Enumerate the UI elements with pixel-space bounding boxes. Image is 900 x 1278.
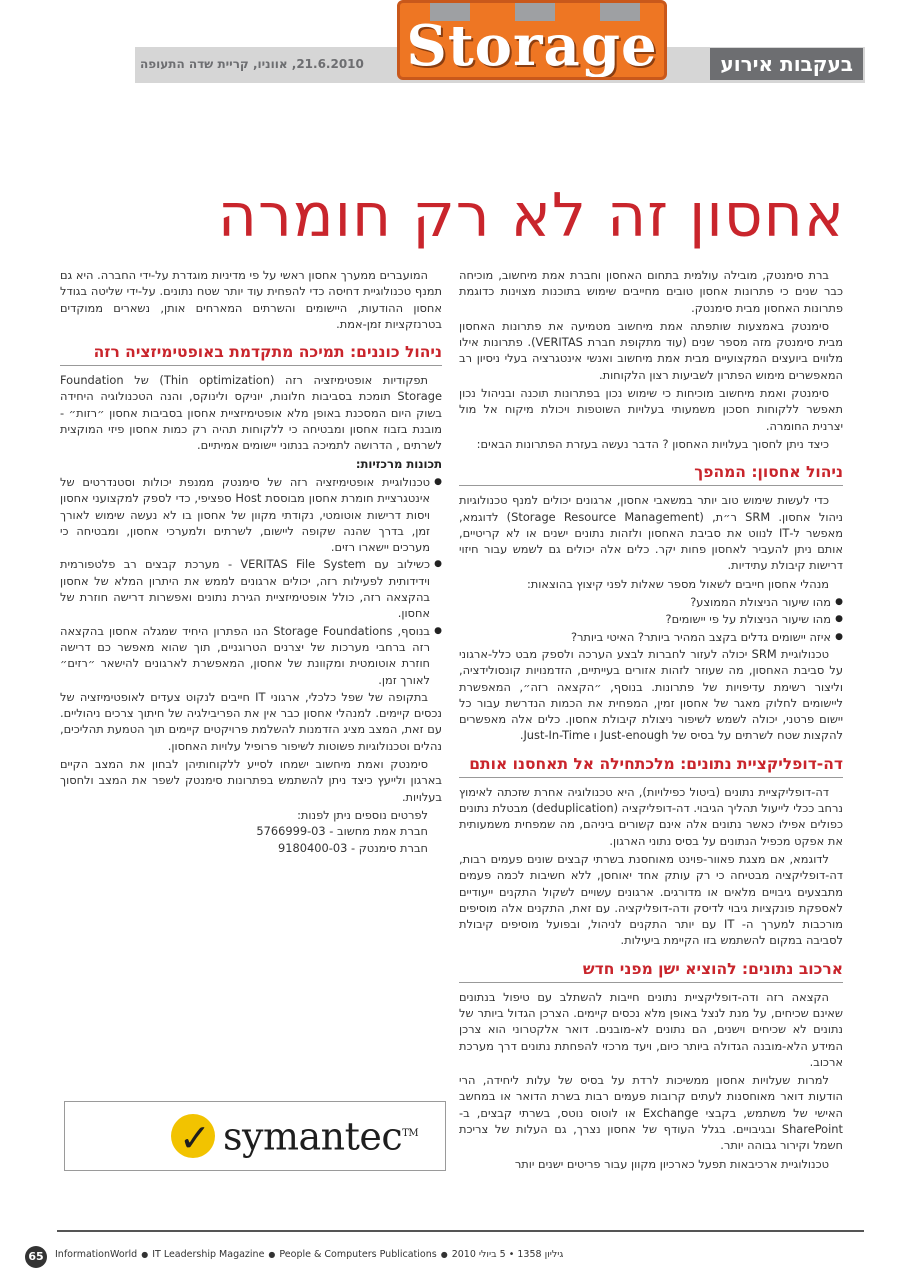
body-paragraph: בתקופה של שפל כלכלי, ארגוני IT חייבים לנקוט צעדים לאופטימיזציה של נכסים קיימים. למנהלי אחסון כבר אין את הפריבילגיה של חיתוך צרכים ניהוליים. עם זאת, המצב מציג הזדמנות להשלמת פרויקטים קיימים תוך הטמעת תהליכים, נהלים וטכנולוגיות פשוטות לשיפור פרופיל עלויות האחסון.: [60, 689, 442, 753]
list-item: ● טכנולוגיית אופטימיזציה רזה של סימנטק ממנפת יכולות וסטנדרטים של אינטגרציית חומרת אחסון מבוססת Host ספציפי, כדי לספק למקצועני אחסון ויסות דרישות אוטומטי, נקודתי מקוון של אחסון בו לא נעשה שימוש לאורך זמן, בדרך שהנה שקופה ליישום, לשרתים ולמערכי אחסון, ומבטיחה כי מערכים יישארו רזים.: [60, 474, 442, 555]
intro-paragraph: כיצד ניתן לחסוך בעלויות האחסון ? הדבר נעשה בעזרת הפתרונות הבאים:: [476, 436, 829, 451]
contact-block: [60, 807, 442, 856]
intro-paragraph: סימנטק ואמת מיחשוב מוכיחות כי שימוש נכון בפתרונות תוכנה ובניהול נכון תאפשר ללקוחות חסכון משמעותי בעלויות השוטפות ויכולת מיקוח אל מול יצרנית החומרה.: [459, 386, 843, 433]
footer-brand: InformationWorld: [55, 1249, 138, 1260]
right-column: [459, 267, 843, 1174]
list-item: ● בנוסף, Storage Foundations הנו הפתרון היחיד שמגלה אחסון בהקצאה רזה ברחבי מערכות של יצרנים הטרוגניים, תוך שהוא מאפשר כם דרישה חוזרת אוטומטית ומקוונת של אחסון, המאפשרת לארגונים להישאר ״רזים״ לאורך זמן.: [60, 623, 442, 688]
header-band: [0, 0, 900, 88]
body-paragraph: טכנולוגיית ארכיבאות תפעל כארכיון מקוון עבור פריטים ישנים יותר: [514, 1156, 829, 1171]
body-paragraph: מנהלי אחסון חייבים לשאול מספר שאלות לפני קיצוץ בהוצאות:: [526, 576, 829, 591]
list-item: ● מהו שיעור הניצולת הממוצע?: [459, 594, 843, 610]
footer-credits: InformationWorld ● IT Leadership Magazine ● People & Computers Publications ● גיליון 1358 • 5 ביולי 2010: [55, 1249, 564, 1260]
list-item: ● איזה יישומים גדלים בקצב המהיר ביותר? האיטי ביותר?: [459, 629, 843, 645]
features-list: [60, 474, 442, 688]
body-paragraph: תפקודיות אופטימיזציה רזה (Thin optimization) של Foundation Storage תומכת בסביבות חלונות, יוניקס ולינוקס, והנה הטכנולוגיה היחידה בשוק היום המסכנת באופן מלא אופטימיזציית אחסון בסביבות אחסון ״רזות״ - מובנת בזבוז אחסון ומבטיחה כי ללקוחות תהיה רק כמות אחסון פיזי המוקצית לשרתים , הדרושה לתמיכה בנתוני יישומים אמיתיים.: [60, 373, 442, 453]
contact-line: חברת אמת מחשוב - 5766999-03: [256, 824, 428, 839]
event-info: 21.6.2010, אווניו, קריית שדה התעופה: [140, 57, 364, 71]
body-paragraph: טכנולוגיית SRM יכולה לעזור לחברות לבצע הערכה ולספק מבט כלל-ארגוני על סביבת האחסון, מה שעוזר לזהות אזורים בעייתיים, הזדמנויות קונסולידציה, וליצור רשימת עדיפויות של פתרונות. בנוסף, ״הקצאה רזה״, המאפשרת ליישומים לחלוק מאגר של אחסון זמין, המפחית את הכמות הנדרשת עבור כל יישום פרטני, יכולה לשמש לשיפור ניצולת קיבולת אחסון. כלים אלה מאפשרים להקצות שטח לשרתים על בסיס של Just-enough ו Just-In-Time.: [459, 646, 843, 743]
storage-banner-text: Storage: [406, 13, 658, 79]
intro-paragraph: ברת סימנטק, מובילה עולמית בתחום האחסון וחברת אמת מיחשוב, מוכיחה כבר שנים כי פתרונות אחסון טובים מחייבים שימוש בתוכנות מצוינות כדוגמת פתרונות האחסון מבית סימנטק.: [459, 268, 843, 315]
logo-wordmark: [223, 1112, 418, 1159]
body-paragraph: למרות שעלויות אחסון ממשיכות לרדת על בסיס של עלות ליחידה, הרי הודעות דואר מאוחסנות לעתים קרובות פעמים רבות בשרת הדואר או במחשב האישי של משתמש, בקבצי Exchange או לוטוס נוטס, בשרתי קבצים, ב-SharePoint ובגיבויים. בגלל העודף של אחסון נצרך, גם העלות של צריכת חשמל וקירור גבוהה יותר.: [459, 1073, 844, 1153]
storage-banner: [397, 0, 667, 80]
features-heading: תכונות מרכזיות:: [355, 456, 442, 471]
intro-paragraph: סימנטק באמצעות שותפתה אמת מיחשוב מטמיעה את פתרונות האחסון מבית סימנטק מזה מספר שנים (עוד מתקופת חברת VERITAS). פתרונות אילו מלווים ביועצים המקצועיים מבית אמת מיחשוב ואנשי אינטגרציה בעלי ניסיון רב המאפשרים מימוש הפתרון לשביעות רצון הלקוחות.: [459, 318, 843, 382]
footer-issue: גיליון 1358 • 5 ביולי 2010: [451, 1249, 564, 1260]
page-title: אחסון זה לא רק חומרה: [217, 181, 845, 251]
contact-line: חברת סימנטק - 9180400-03: [278, 840, 428, 855]
section-heading-archiving: ארכוב נתונים: להוציא ישן מפני חדש: [459, 959, 843, 983]
body-paragraph: סימנטק ואמת מיחשוב ישמחו לסייע ללקוחותיהן לבחון את המצב הקיים בארגון ולייעץ כיצד ניתן להשתמש בפתרונות סימנטק לשפר את המצב ולחסוך בעלויות.: [60, 757, 442, 804]
footer-publisher: People & Computers Publications: [279, 1249, 437, 1260]
page-number: 65: [25, 1246, 47, 1268]
list-item: ● מהו שיעור הניצולת על פי יישומים?: [459, 611, 843, 627]
footer-divider: [57, 1230, 864, 1232]
footer-magazine: IT Leadership Magazine: [152, 1249, 265, 1260]
body-paragraph: לדוגמא, אם מצגת פאוור-פוינט מאוחסנת בשרתי קבצים שונים פעמים רבות, דה-דופליקציה מבטיחה כי רק עותק אחד יאוחסן, ללא חשיבות לכמה פעמים מתבצעים גיבויים מלאים או מדורגים. ארגונים עשויים לשקול התקנים ייעודיים לאספקת פונקציות גיבוי לדיסק ודה-דופליקציה. עם זאת, התקנים אלה מוסיפים מורכבות למערך ה- IT עם יותר התקנים לניהול, ובפועל מוסיפים קיבולת לסביבה במקום להשתמש בזו הקיימת ביעילות.: [459, 851, 843, 948]
symantec-logo-box: [64, 1101, 446, 1171]
body-paragraph: כדי לעשות שימוש טוב יותר במשאבי אחסון, ארגונים יכולים למנף טכנולוגיות ניהול אחסון. SRM ר״ת, (Storage Resource Management) לדוגמא, מאפשר ל-IT לנווט את סביבת האחסון ולזהות נתונים ישנים או לא קריטיים, אותם ניתן להעביר לאחסון פחות יקר. כלים אלה יכולים גם לשמש עבור חיזוי דרישות קיבולת עתידיות.: [459, 493, 843, 573]
question-list: [459, 594, 843, 645]
contact-line: לפרטים נוספים ניתן לפנות:: [297, 807, 428, 822]
logo-text: symantec: [223, 1114, 403, 1159]
body-paragraph: הקצאה רזה ודה-דופליקציית נתונים חייבות להשתלב עם טיפול בנתונים שאינם שכיחים, על מנת לנצל באופן מלא נכסים קיימים. הצרכן הגדול ביותר של נתונים לא שכיחים וישנים, הם נתונים לא-מובנים. דואר אלקטרוני הוא צרכן המידע הלא-מובנה הגדולה ביותר כיום, ויעד מרכזי להפחתת נתונים דרך מערכת ארכוב.: [459, 989, 843, 1069]
section-label: בעקבות אירוע: [710, 48, 863, 80]
section-heading-storage-management: ניהול אחסון: המהפך: [459, 462, 843, 486]
body-paragraph: המועברים ממערך אחסון ראשי על פי מדיניות מוגדרת על-ידי החברה. היא גם תמנף טכנולוגיית דחיסה כדי להפחית עוד יותר שטח נתונים. על-ידי שליטה בגודל אחסון ההודעות, היישומים והשרתים המארחים אותן, נשארים ממוקדים בטרנזקציות זמן-אמת.: [60, 268, 442, 331]
body-paragraph: דה-דופליקציית נתונים (ביטול כפילויות), היא טכנולוגיה אחרת שזכתה לאימוץ נרחב ככלי לייעול תהליך הגיבוי. דה-דופליקציה (deduplication) מבטלת נתונים כפולים אפילו כאשר נתונים אלה אינם קשורים ביניהם, מה שמפחית משמעותית את אפקט מכפיל הנתונים על בסיס נתוני הארגון.: [459, 784, 843, 848]
section-heading-deduplication: דה-דופליקציית נתונים: מלכתחילה אל תאחסנו אותם: [459, 754, 843, 778]
section-heading-thin-optimization: ניהול כוננים: תמיכה מתקדמת באופטימיזציה רזה: [60, 342, 442, 366]
trademark-mark: TM: [402, 1128, 419, 1139]
checkmark-logo-icon: ✓: [171, 1114, 215, 1158]
left-column: [60, 267, 442, 856]
list-item: ● כשילוב עם VERITAS File System - מערכת קבצים רב פלטפורמית וידידותית לפעילות רזה, יכולים ארגונים לממש את היתרון המלא של אחסון בהקצאה רזה, כולל אופטימיזציית הגירת נתונים ואפשרות דרישה חוזרת של אחסון.: [60, 556, 442, 621]
